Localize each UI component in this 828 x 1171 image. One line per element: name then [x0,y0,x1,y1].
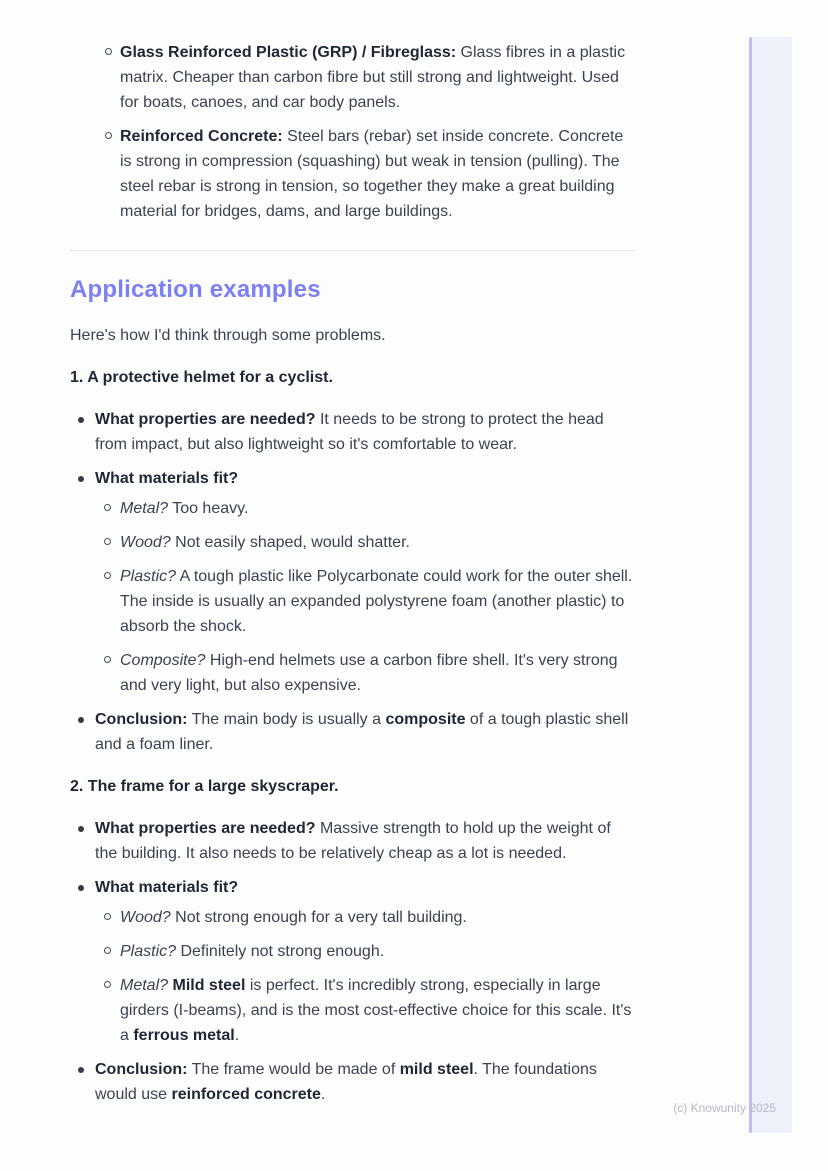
list-item: Conclusion: The frame would be made of mild steel. The foundations would use reinforced concrete. [70,1057,636,1107]
composite-materials-list [70,40,636,224]
list-item: Wood? Not strong enough for a very tall building. [95,905,636,930]
list-item: What properties are needed? Massive strength to hold up the weight of the building. It also needs to be relatively cheap as a lot is needed. [70,816,636,866]
example-1-list [70,407,636,757]
scrollbar-thumb[interactable] [749,37,752,1133]
list-item: Glass Reinforced Plastic (GRP) / Fibreglass: Glass fibres in a plastic matrix. Cheaper than carbon fibre but still strong and lightweight. Used for boats, canoes, and car body panels. [70,40,636,115]
example-1-materials-sublist [95,496,636,698]
list-item: Reinforced Concrete: Steel bars (rebar) set inside concrete. Concrete is strong in compression (squashing) but weak in tension (pulling). The steel rebar is strong in tension, so together they make a great building material for bridges, dams, and large buildings. [70,124,636,224]
list-item-label: What materials fit? [95,879,239,896]
example-2-title: 2. The frame for a large skyscraper. [70,778,339,795]
list-item-label: What materials fit? [95,470,239,487]
document-content [70,40,636,1124]
section-divider [70,250,636,251]
scrollbar-track[interactable] [749,37,792,1133]
list-item: Plastic? Definitely not strong enough. [95,939,636,964]
list-item [70,875,636,1048]
list-item: Plastic? A tough plastic like Polycarbonate could work for the outer shell. The inside is usually an expanded polystyrene foam (another plastic) to absorb the shock. [95,564,636,639]
list-item: Conclusion: The main body is usually a composite of a tough plastic shell and a foam liner. [70,707,636,757]
watermark: (c) Knowunity 2025 [673,1101,776,1115]
example-2-list [70,816,636,1107]
list-item [70,466,636,698]
list-item: Metal? Too heavy. [95,496,636,521]
intro-paragraph: Here's how I'd think through some problems. [70,327,386,344]
list-item: Metal? Mild steel is perfect. It's incredibly strong, especially in large girders (I-beams), and is the most cost-effective choice for this scale. It's a ferrous metal. [95,973,636,1048]
example-1-title: 1. A protective helmet for a cyclist. [70,369,333,386]
example-2-materials-sublist [95,905,636,1048]
list-item: Composite? High-end helmets use a carbon fibre shell. It's very strong and very light, but also expensive. [95,648,636,698]
list-item: Wood? Not easily shaped, would shatter. [95,530,636,555]
section-heading: Application examples [70,276,321,303]
list-item: What properties are needed? It needs to be strong to protect the head from impact, but also lightweight so it's comfortable to wear. [70,407,636,457]
